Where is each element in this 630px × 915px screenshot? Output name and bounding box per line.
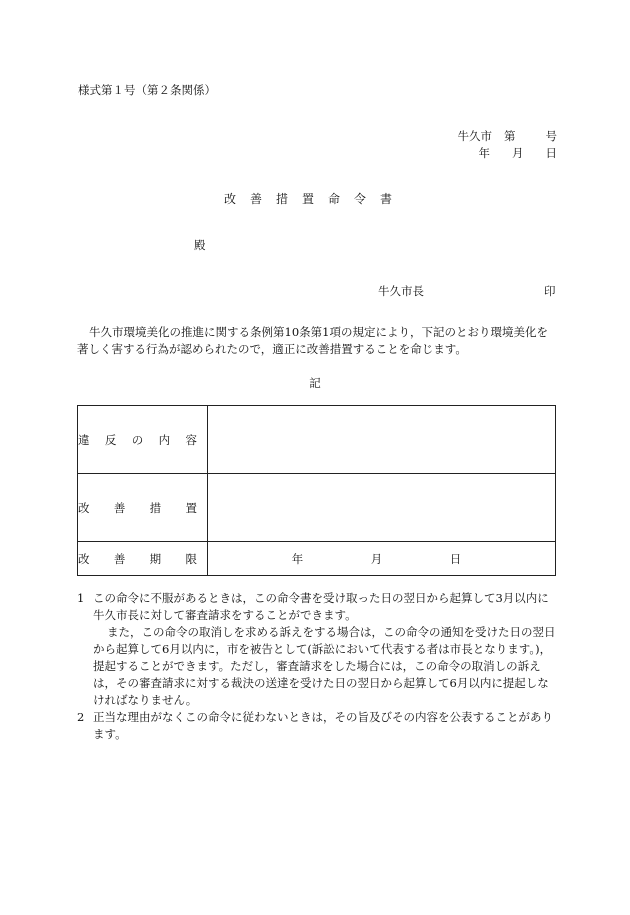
- label-char: 反: [104, 432, 117, 447]
- note-number: 2: [77, 710, 85, 724]
- ref-go: 号: [545, 129, 557, 143]
- ref-city: 牛久市: [457, 129, 492, 143]
- date-day: 日: [545, 146, 557, 160]
- measure-value-cell[interactable]: [208, 474, 556, 542]
- deadline-label-cell: [78, 542, 208, 576]
- label-char: 改: [78, 551, 90, 566]
- violation-label-cell: [78, 406, 208, 474]
- addressee-honorific: 殿: [194, 238, 206, 252]
- form-number-label: 様式第１号（第２条関係）: [78, 83, 216, 97]
- label-char: 内: [158, 432, 171, 447]
- label-char: 容: [185, 432, 197, 447]
- label-char: 善: [113, 551, 126, 566]
- table-row-deadline: [78, 542, 556, 576]
- seal-mark: 印: [544, 284, 556, 298]
- deadline-label: [78, 551, 207, 567]
- table-row-violation: [78, 406, 556, 474]
- note-2: [77, 709, 557, 743]
- note-number: 1: [77, 591, 85, 605]
- ki-heading: 記: [309, 376, 321, 390]
- issue-date: [479, 145, 558, 161]
- order-details-table: [77, 405, 556, 576]
- violation-value-cell[interactable]: [208, 406, 556, 474]
- order-body-text: 牛久市環境美化の推進に関する条例第10条第1項の規定により，下記のとおり環境美化を著しく害する行為が認められたので，適正に改善措置することを命じます。: [77, 325, 548, 356]
- deadline-day: 日: [449, 551, 462, 566]
- issuer-name: 牛久市長: [378, 284, 424, 298]
- table-row-measure: [78, 474, 556, 542]
- reference-number: [458, 128, 558, 144]
- note-2-paragraph-1: 正当な理由がなくこの命令に従わないときは，その旨及びその内容を公表することがあります。: [93, 710, 553, 741]
- label-char: の: [131, 432, 144, 447]
- note-1-paragraph-2: また，この命令の取消しを求める訴えをする場合は，この命令の通知を受けた日の翌日から起算して6月以内に，市を被告として(訴訟において代表する者は市長となります。)，提起することができます。ただし，審査請求をした場合には，この命令の取消しの訴えは，その審査請求に対する裁決の送達を受けた日の翌日から起算して6月以内に提起しなければなりません。: [93, 625, 556, 707]
- deadline-year: 年: [291, 551, 304, 566]
- date-month: 月: [512, 146, 524, 160]
- label-char: 改: [78, 500, 90, 515]
- note-1-paragraph-1: この命令に不服があるときは，この命令書を受け取った日の翌日から起算して3月以内に牛久市長に対して審査請求をすることができます。: [93, 591, 549, 622]
- document-title: 改善措置命令書: [223, 192, 406, 206]
- notes-section: [77, 590, 557, 743]
- ref-no: 第: [504, 129, 516, 143]
- label-char: 期: [149, 551, 162, 566]
- measure-label-cell: [78, 474, 208, 542]
- label-char: 置: [185, 500, 197, 515]
- date-year: 年: [478, 146, 490, 160]
- label-char: 措: [149, 500, 162, 515]
- violation-label: [78, 432, 207, 448]
- measure-label: [78, 500, 207, 516]
- deadline-date: [208, 551, 555, 567]
- deadline-month: 月: [370, 551, 383, 566]
- deadline-value-cell[interactable]: [208, 542, 556, 576]
- label-char: 限: [185, 551, 197, 566]
- note-1: [77, 590, 557, 709]
- label-char: 善: [113, 500, 126, 515]
- label-char: 違: [78, 432, 90, 447]
